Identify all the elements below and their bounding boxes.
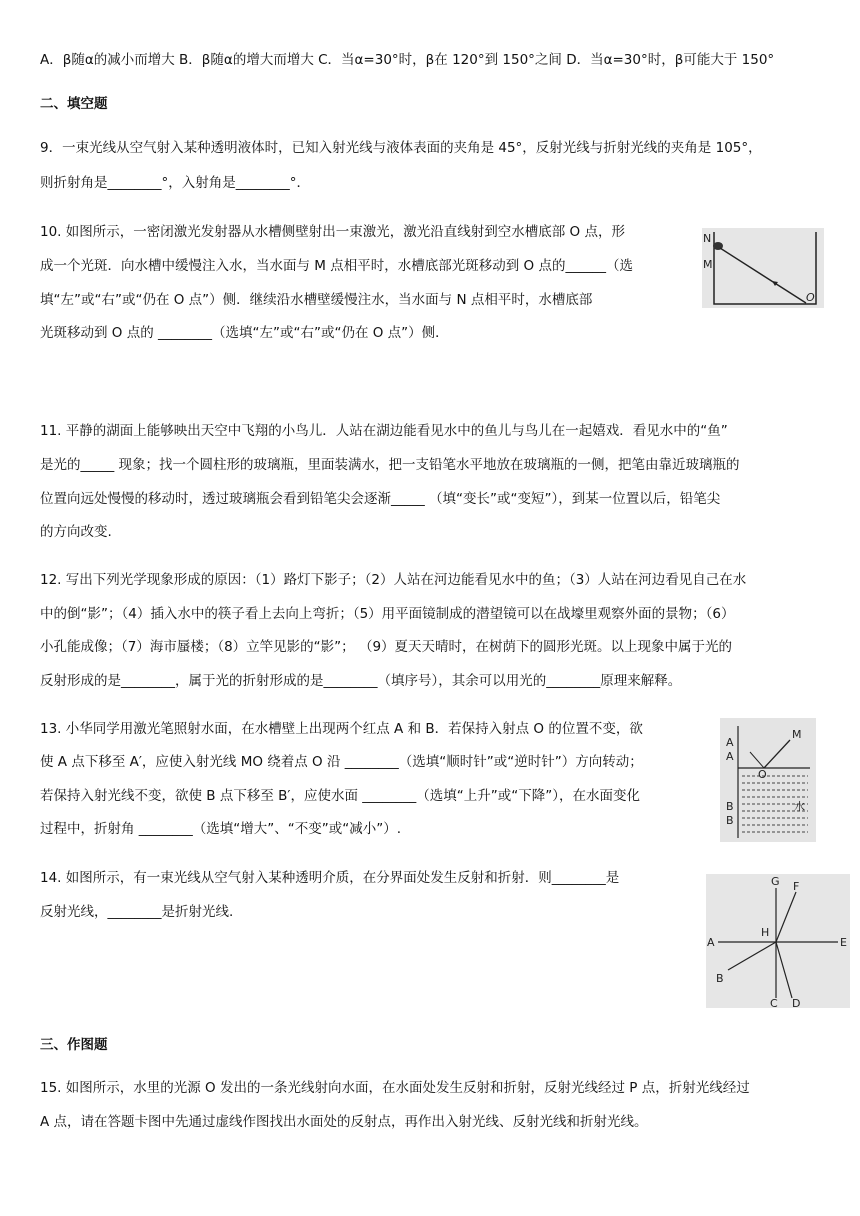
q10-line2: 成一个光斑．向水槽中缓慢注入水，当水面与 M 点相平时，水槽底部光斑移动到 O 点的______（选 [40,258,633,274]
q8-options: A．β随α的减小而增大 B．β随α的增大而增大 C．当α=30°时，β在 120°到 150°之间 D．当α=30°时，β可能大于 150° [40,52,775,68]
section-heading-drawing: 三、作图题 [40,1037,108,1053]
q10-line3: 填“左”或“右”或“仍在 O 点”）侧．继续沿水槽壁缓慢注水，当水面与 N 点相平时，水槽底部 [40,292,593,308]
q13-line3: 若保持入射光线不变，欲使 B 点下移至 B′，应使水面 ________（选填“上升”或“下降”），在水面变化 [40,788,640,804]
label-b: B [716,972,724,985]
q15-line2: A 点，请在答题卡图中先通过虚线作图找出水面处的反射点，再作出入射光线、反射光线和折射光线。 [40,1114,648,1130]
q9-line1: 9．一束光线从空气射入某种透明液体时，已知入射光线与液体表面的夹角是 45°，反射光线与折射光线的夹角是 105°， [40,140,762,156]
label-d: D [792,997,801,1008]
q11-line2: 是光的_____ 现象；找一个圆柱形的玻璃瓶，里面装满水，把一支铅笔水平地放在玻璃瓶的一侧，把笔由靠近玻璃瓶的 [40,457,740,473]
label-m: M [792,728,802,741]
q12-line1: 12. 写出下列光学现象形成的原因：（1）路灯下影子；（2）人站在河边能看见水中的鱼；（3）人站在河边看见自己在水 [40,572,747,588]
q10-line1: 10. 如图所示，一密闭激光发射器从水槽侧壁射出一束激光，激光沿直线射到空水槽底部 O 点，形 [40,224,625,240]
q13-line2: 使 A 点下移至 A′，应使入射光线 MO 绕着点 O 沿 ________（选填“顺时针”或“逆时针”）方向转动； [40,754,643,770]
label-o: O [806,291,815,304]
q11-line3: 位置向远处慢慢的移动时，透过玻璃瓶会看到铅笔尖会逐渐_____ （填“变长”或“变短”），到某一位置以后，铅笔尖 [40,491,721,507]
q12-line4: 反射形成的是________，属于光的折射形成的是________（填序号），其余可以用光的________原理来解释。 [40,673,682,689]
label-f: F [793,880,800,893]
q12-line3: 小孔能成像；（7）海市蜃楼；（8）立竿见影的“影”； （9）夏天天晴时，在树荫下的圆形光斑。以上现象中属于光的 [40,639,733,655]
q14-reflection-refraction-figure [706,874,850,1008]
q13-line1: 13. 小华同学用激光笔照射水面，在水槽壁上出现两个红点 A 和 B．若保持入射点 O 的位置不变，欲 [40,721,643,737]
label-b: B [726,800,734,813]
q13-line4: 过程中，折射角 ________（选填“增大”、“不变”或“减小”）. [40,821,402,837]
label-g: G [771,875,780,888]
label-a-prime: A [726,750,734,763]
label-water: 水 [794,800,805,813]
label-h: H [761,926,770,939]
label-a: A [707,936,715,949]
label-m: M [703,258,713,271]
q14-line2: 反射光线，________是折射光线. [40,904,234,920]
label-o: O [758,768,767,781]
label-a: A [726,736,734,749]
q9-line2: 则折射角是________°，入射角是________°． [40,175,310,191]
q13-laser-tank-figure [720,718,816,842]
q11-line4: 的方向改变. [40,524,112,540]
section-heading-fill-blank: 二、填空题 [40,96,108,112]
label-c: C [770,997,778,1008]
label-n: N [703,232,712,245]
q12-line2: 中的倒“影”；（4）插入水中的筷子看上去向上弯折；（5）用平面镜制成的潜望镜可以在战壕里观察外面的景物；（6） [40,606,735,622]
q11-line1: 11. 平静的湖面上能够映出天空中飞翔的小鸟儿．人站在湖边能看见水中的鱼儿与鸟儿在一起嬉戏．看见水中的“鱼” [40,423,728,439]
q10-line4: 光斑移动到 O 点的 ________（选填“左”或“右”或“仍在 O 点”）侧． [40,325,449,341]
label-e: E [840,936,847,949]
q10-water-tank-figure [702,228,824,308]
q14-line1: 14. 如图所示，有一束光线从空气射入某种透明介质，在分界面处发生反射和折射．则________是 [40,870,620,886]
q15-line1: 15. 如图所示，水里的光源 O 发出的一条光线射向水面，在水面处发生反射和折射，反射光线经过 P 点，折射光线经过 [40,1080,750,1096]
label-b-prime: B [726,814,734,827]
